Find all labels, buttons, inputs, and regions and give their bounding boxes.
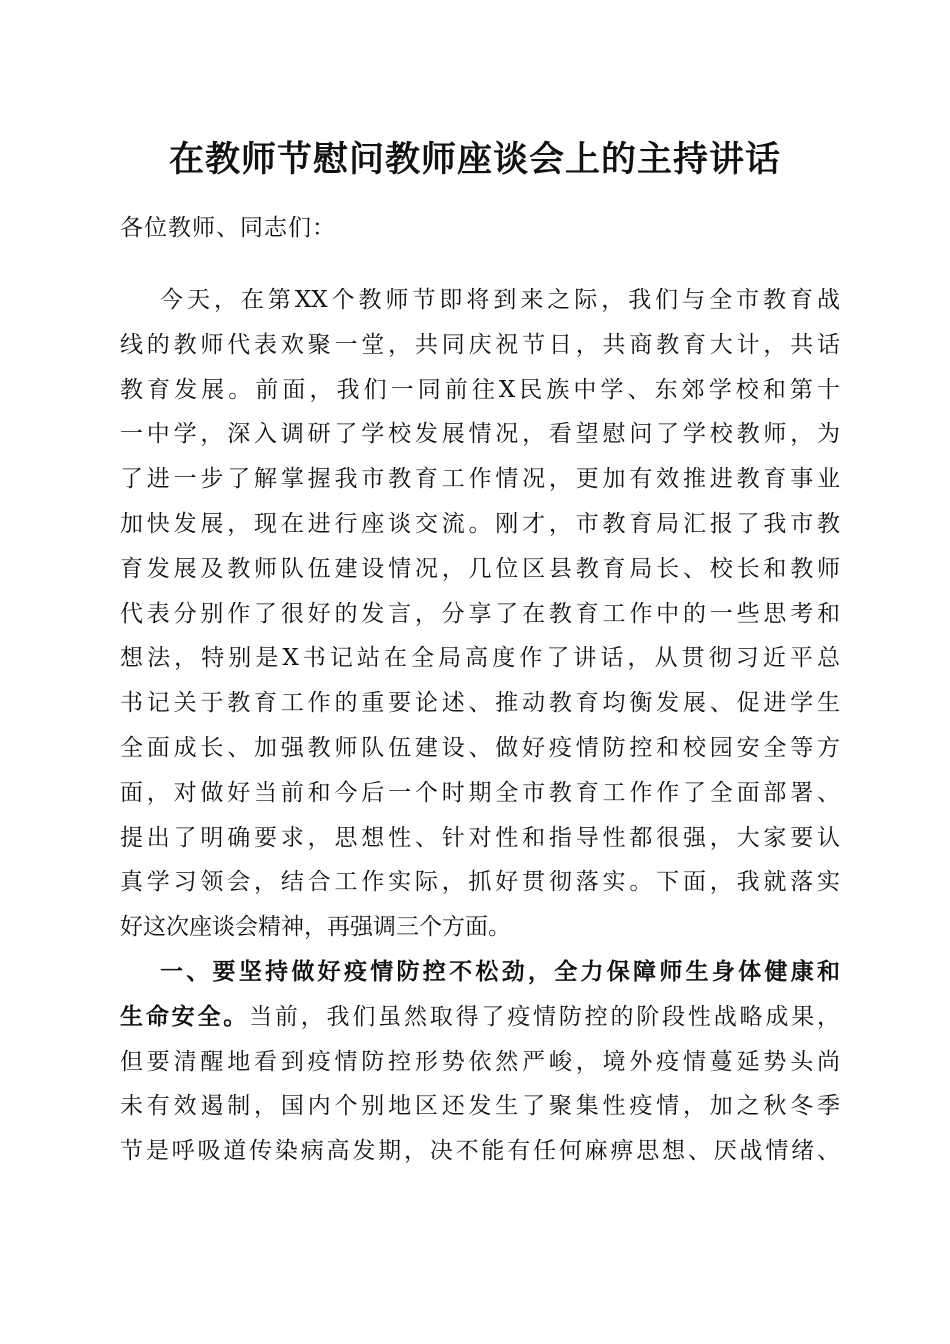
paragraph-line: 真学习领会，结合工作实际，抓好贯彻落实。下面，我就落实	[120, 869, 840, 896]
paragraph-line: 加快发展，现在进行座谈交流。刚才，市教育局汇报了我市教	[120, 510, 840, 537]
paragraph-line: 今天，在第XX个教师节即将到来之际，我们与全市教育战	[160, 287, 840, 313]
paragraph-line: 育发展及教师队伍建设情况，几位区县教育局长、校长和教师	[120, 555, 840, 582]
document-body	[120, 278, 840, 1174]
paragraph-line: 教育发展。前面，我们一同前往X民族中学、东郊学校和第十	[120, 376, 840, 403]
paragraph-line: 一中学，深入调研了学校发展情况，看望慰问了学校教师，为	[120, 421, 840, 448]
paragraph-line: 面，对做好当前和今后一个时期全市教育工作作了全面部署、	[120, 779, 840, 806]
greeting-line: 各位教师、同志们：	[120, 215, 336, 241]
section-paragraph-line	[120, 995, 840, 1040]
document-title: 在教师节慰问教师座谈会上的主持讲话	[168, 139, 781, 180]
paragraph-line: 想法，特别是X书记站在全局高度作了讲话，从贯彻习近平总	[120, 645, 840, 672]
paragraph-line: 提出了明确要求，思想性、针对性和指导性都很强，大家要认	[120, 824, 840, 851]
paragraph-line: 代表分别作了很好的发言，分享了在教育工作中的一些思考和	[120, 600, 840, 627]
section-heading-text: 一、要坚持做好疫情防控不松劲，全力保障师生身体健康和	[160, 958, 840, 985]
section-paragraph-line: 但要清醒地看到疫情防控形势依然严峻，境外疫情蔓延势头尚	[120, 1048, 840, 1075]
paragraph-line: 书记关于教育工作的重要论述、推动教育均衡发展、促进学生	[120, 690, 840, 717]
section-heading-line	[120, 950, 840, 995]
section-paragraph-line: 节是呼吸道传染病高发期，决不能有任何麻痹思想、厌战情绪、	[120, 1138, 840, 1165]
section-text: 当前，我们虽然取得了疫情防控的阶段性战略成果，	[249, 1003, 841, 1030]
paragraph-line: 全面成长、加强教师队伍建设、做好疫情防控和校园安全等方	[120, 734, 840, 761]
section-paragraph-line: 未有效遏制，国内个别地区还发生了聚集性疫情，加之秋冬季	[120, 1093, 840, 1120]
paragraph-line: 好这次座谈会精神，再强调三个方面。	[120, 914, 511, 941]
section-heading-tail: 生命安全。	[120, 1003, 250, 1030]
paragraph-line: 线的教师代表欢聚一堂，共同庆祝节日，共商教育大计，共话	[120, 331, 840, 358]
paragraph-line: 了进一步了解掌握我市教育工作情况，更加有效推进教育事业	[120, 466, 840, 493]
